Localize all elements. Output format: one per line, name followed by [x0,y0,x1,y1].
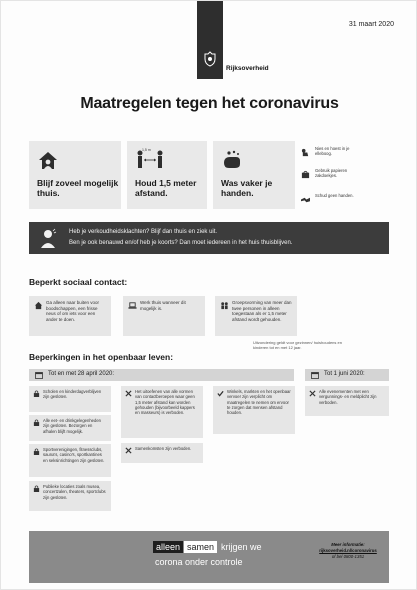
org-name: Rijksoverheid [226,65,269,72]
slogan-word: krijgen we [221,542,262,552]
info-title: Meer informatie: [331,542,365,547]
banner-line-1: Heb je verkoudheidsklachten? Blijf dan thuis en ziek uit. [69,229,218,235]
social-card [215,296,297,336]
restriction-card [29,386,111,412]
restriction-label: Alle eet- en drinkgelegenheden zijn gesloten. Bezorgen en afhalen blijft mogelijk. [43,418,101,434]
lock-icon [33,390,40,397]
card-label: Was vaker je handen. [221,178,273,198]
public-heading: Beperkingen in het openbaar leven: [29,352,174,362]
house-icon [37,149,59,171]
period-label: Tot en met 28 april 2020: [48,371,115,377]
info-link[interactable]: rijksoverheid.nl/coronavirus [319,548,377,553]
restriction-card [29,444,111,477]
lock-icon [33,485,40,492]
cross-icon [125,390,132,397]
check-icon [217,390,224,397]
logo-bar [197,1,223,79]
restriction-card [305,386,389,416]
exception-note: Uitzondering geldt voor gezinnen/ huishoudens en kinderen tot en met 12 jaar. [253,340,342,350]
restriction-label: Sportverenigingen, fitnessclubs, sauna's, casino's, sportkantines en seksinrichtingen zijn gesloten. [43,447,105,463]
social-card-label: Groepsvorming van meer dan twee personen in alleen toegestaan als er 1,5 meter afstand wordt gehouden. [232,300,292,322]
tissue-icon [301,170,310,179]
coat-of-arms-icon [203,51,217,67]
page-title: Maatregelen tegen het coronavirus [80,95,339,112]
info-phone: of bel 0800-1351 [331,554,365,559]
tip-elbow [301,146,363,162]
period-label: Tot 1 juni 2020: [324,371,365,377]
tip-tissue [301,168,363,184]
tip-no-handshake [301,193,363,209]
social-card-label: Ga alleen naar buiten voor boodschappen, een frisse neus of om iets voor een ander te doen. [46,300,100,322]
social-card [29,296,111,336]
restriction-card [121,386,203,438]
symptoms-banner [29,222,389,254]
restriction-label: Alle evenementen met een vergunnings- en meldplicht zijn verboden. [319,389,377,405]
social-card-label: Werk thuis wanneer dit mogelijk is. [140,300,186,311]
distance-icon [135,149,165,171]
no-handshake-icon [301,195,310,204]
lock-icon [33,448,40,455]
distance-label: 1,5 m [142,148,151,152]
tip-label: Schud geen handen. [315,193,354,198]
restriction-label: Winkels, markten en het openbaar vervoer zijn verplicht om maatregelen te nemen om ervoor te zorgen dat mensen afstand houden. [227,389,291,416]
card-wash-hands [213,141,295,209]
period-until-28-april [29,369,294,381]
restriction-label: Het uitoefenen van alle vormen van contactberoepen waar geen 1,5 meter afstand kan worden gehouden (bijvoorbeeld kappers en masseurs) is verboden. [135,389,195,416]
social-card [123,296,205,336]
slogan-line-2: corona onder controle [155,557,243,567]
restriction-label: Publieke locaties zoals musea, concertzalen, theaters, sportclubs zijn gesloten. [43,484,106,500]
restriction-card [121,443,203,463]
cross-icon [125,447,132,454]
slogan-word: samen [184,541,217,553]
calendar-icon [35,371,43,379]
tip-label: Nies en hoest in je elleboog. [315,146,350,156]
period-until-1-june [305,369,389,381]
calendar-icon [311,371,319,379]
restriction-card [213,386,295,434]
main-measures [29,141,391,213]
card-keep-distance [127,141,207,209]
restriction-card [29,415,111,441]
card-label: Blijf zoveel mogelijk thuis. [37,178,119,198]
slogan-word: alleen [153,541,183,553]
banner-line-2: Ben je ook benauwd en/of heb je koorts? Dan moet iedereen in het huis thuisblijven. [69,240,293,246]
restriction-card [29,481,111,511]
house-icon [34,301,43,310]
social-heading: Beperkt sociaal contact: [29,277,128,287]
card-label: Houd 1,5 meter afstand. [135,178,197,198]
group-icon [220,301,229,310]
sick-person-icon [39,228,57,248]
elbow-icon [301,148,310,157]
lock-icon [33,419,40,426]
restriction-label: Scholen en kinderdagverblijven zijn gesloten. [43,389,102,400]
tip-label: Gebruik papieren zakdoekjes. [315,168,348,178]
cross-icon [309,390,316,397]
more-info [317,542,379,560]
slogan-line-1 [153,541,266,553]
restriction-label: Samenkomsten zijn verboden. [135,446,192,451]
publication-date: 31 maart 2020 [348,21,394,28]
footer-bar [29,531,389,583]
card-stay-home [29,141,121,209]
wash-hands-icon [221,149,243,171]
laptop-icon [128,301,137,310]
